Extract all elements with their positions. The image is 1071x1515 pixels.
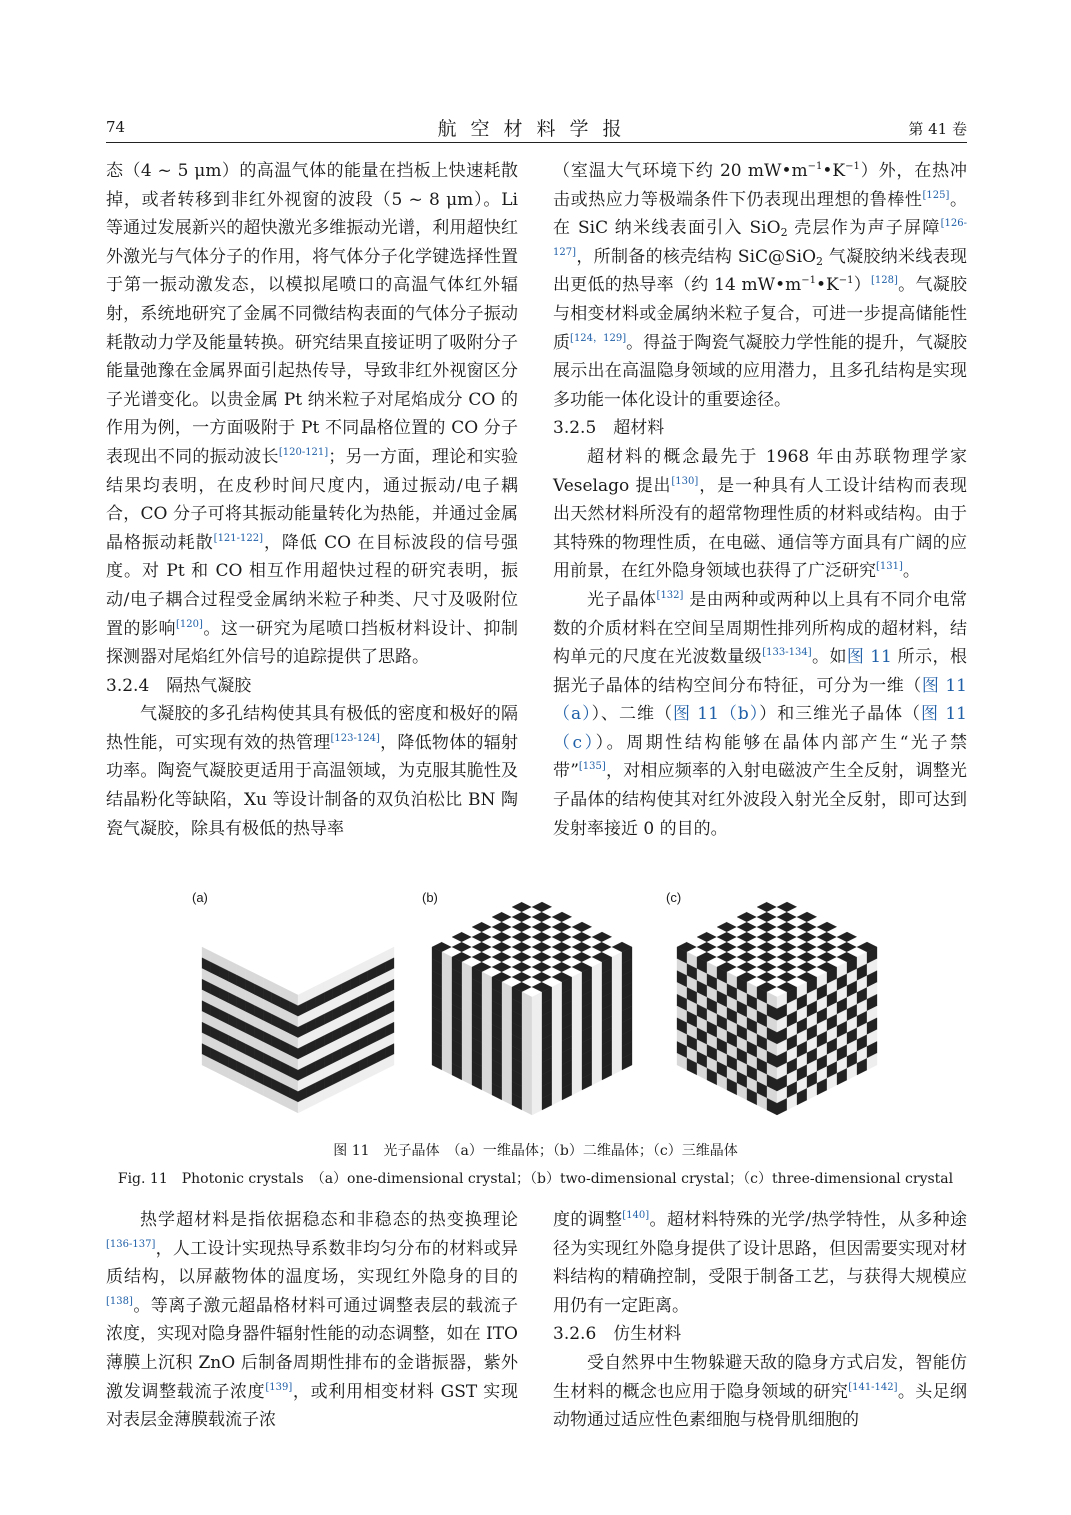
- text-run: 壳层作为声子屏障: [787, 218, 941, 239]
- text-run: 光子晶体: [587, 589, 657, 610]
- text-run: 热学超材料是指依据稳态和非稳态的热变换理论: [140, 1210, 518, 1230]
- column-bottom-left: [106, 1206, 518, 1435]
- column-bottom-right: [553, 1206, 967, 1435]
- column-top-left: [106, 157, 518, 843]
- figure-link[interactable]: 图 11: [846, 647, 892, 668]
- paragraph-photonic-crystal: [553, 586, 967, 843]
- paragraph-aerogel-cont: [553, 157, 967, 414]
- text-run: 。如: [811, 647, 847, 668]
- citation[interactable]: [124，129]: [570, 332, 627, 344]
- paragraph-metamaterial: [553, 443, 967, 586]
- paragraph-thermal-cont: [553, 1206, 967, 1320]
- figure-caption-cn: 图 11 光子晶体 （a）一维晶体；（b）二维晶体；（c）三维晶体: [333, 1143, 738, 1159]
- text-run: 。头足纲动物通过适应性色素细胞与桡骨肌细胞的: [553, 1381, 968, 1431]
- paragraph-thermal-metamaterial: [106, 1206, 518, 1435]
- text-run: 。在 SiC 纳米线表面引入 SiO: [553, 189, 968, 239]
- text-run: 所示，根据光子晶体的结构空间分布特征，可分为一维（: [553, 647, 967, 696]
- text-run: 态（4 ~ 5 μm）的高温气体的能量在挡板上快速耗散掉，或者转移到非红外视窗的波段（5 ~ 8 μm）。Li 等通过发展新兴的超快激光多维振动光谱，利用超快红外激光与气体分子的作用，将气体分子化学键选择性置于第一振动激发态，以模拟尾喷口的高温气体红外辐射，系统地研究了金属不同微结构表面的气体分子振动耗散动力学及能量转换。研究结果直接证明了吸附分子能量弛豫在金属界面引起热传导，导致非红外视窗区分子光谱变化。以贵金属 Pt 纳米粒子对尾焰成分 CO 的作用为例，一方面吸附于 Pt 不同晶格位置的 CO 分子表现出不同的振动波长: [106, 161, 518, 467]
- figure-link[interactable]: 图 11（b）: [672, 704, 760, 725]
- text-run: 气凝胶纳米线表现出更低的热导率（约 14 mW•m: [553, 246, 968, 296]
- text-run: ，或利用相变材料 GST 实现对表层金薄膜载流子浓: [106, 1381, 519, 1431]
- panel-label-b: (b): [422, 890, 438, 905]
- superscript: −1: [807, 161, 823, 172]
- text-run: 是由两种或两种以上具有不同介电常数的介质材料在空间呈周期性排列所构成的超材料，结构单元的尺度在光波数量级: [553, 589, 968, 668]
- citation[interactable]: [123-124]: [330, 732, 380, 744]
- text-run: ）和三维光子晶体（: [759, 704, 922, 725]
- text-run: •K: [822, 161, 846, 181]
- text-run: 。得益于陶瓷气凝胶力学性能的提升，气凝胶展示出在高温隐身领域的应用潜力，且多孔结构是实现多功能一体化设计的重要途径。: [553, 332, 968, 410]
- paragraph-cont: [106, 157, 518, 672]
- text-run: （室温大气环境下约 20 mW•m: [553, 161, 808, 181]
- section-heading-3-2-5: 3.2.5 超材料: [553, 418, 665, 439]
- text-run: ，降低 CO 在目标波段的信号强度。对 Pt 和 CO 相互作用超快过程的研究表明，振动/电子耦合过程受金属纳米粒子种类、尺寸及吸附位置的影响: [106, 532, 518, 639]
- citation[interactable]: [126-127]: [553, 218, 967, 258]
- cube-2d-crystal: [420, 885, 650, 1125]
- text-run: ，是一种具有人工设计结构而表现出天然材料所没有的超常物理性质的材料或结构。由于其特殊的物理性质，在电磁、通信等方面具有广阔的应用前景，在红外隐身领域也获得了广泛研究: [553, 475, 968, 582]
- paragraph-bionic: [553, 1349, 967, 1435]
- subscript: 2: [816, 254, 824, 268]
- superscript: −1: [801, 275, 816, 287]
- figure-link[interactable]: 图 11（c）: [553, 704, 968, 753]
- figure-caption-en: Fig. 11 Photonic crystals （a）one-dimensional crystal；（b）two-dimensional crystal；（c）three-dimensional crystal: [117, 1171, 954, 1187]
- text-run: •K: [815, 275, 839, 296]
- text-run: 。超材料特殊的光学/热学特性，从多种途径为实现红外隐身提供了设计思路，但因需要实现对材料结构的精确控制，受限于制备工艺，与获得大规模应用仍有一定距离。: [553, 1210, 968, 1316]
- section-heading-3-2-4: 3.2.4 隔热气凝胶: [106, 675, 252, 696]
- text-run: 。气凝胶与相变材料或金属纳米粒子复合，可进一步提高储能性质: [553, 275, 968, 353]
- text-run: ，所制备的核壳结构 SiC@SiO: [576, 246, 817, 267]
- subscript: 2: [780, 226, 788, 240]
- citation[interactable]: [120-121]: [278, 446, 329, 458]
- text-run: ）: [853, 275, 872, 296]
- superscript: −1: [838, 275, 854, 287]
- citation[interactable]: [130]: [671, 475, 699, 487]
- volume-label: 第 41 卷: [908, 120, 967, 138]
- citation[interactable]: [128]: [871, 275, 898, 287]
- journal-title: 航空材料学报: [437, 118, 636, 140]
- cube-1d-crystal: [192, 885, 412, 1125]
- text-run: 受自然界中生物躲避天敌的隐身方式启发，智能仿生材料的概念也应用于隐身领域的研究: [553, 1352, 967, 1402]
- paragraph-aerogel: [106, 700, 518, 843]
- text-run: 。等离子激元超晶格材料可通过调整表层的载流子浓度，实现对隐身器件辐射性能的动态调整，如在 ITO 薄膜上沉积 ZnO 后制备周期性排布的金谐振器，紫外激发调整载流子浓度: [106, 1295, 518, 1402]
- cube-3d-crystal: [665, 885, 895, 1125]
- text-run: ；另一方面，理论和实验结果均表明，在皮秒时间尺度内，通过振动/电子耦合，CO 分子可将其振动能量转化为热能，并通过金属晶格振动耗散: [106, 446, 519, 553]
- citation[interactable]: [133-134]: [762, 647, 812, 659]
- column-top-right: [553, 157, 967, 843]
- panel-label-a: (a): [192, 890, 208, 905]
- text-run: 超材料的概念最先于 1968 年由苏联物理学家 Veselago 提出: [553, 446, 967, 496]
- citation[interactable]: [125]: [922, 189, 950, 201]
- figure-link[interactable]: 图 11（a）: [553, 675, 967, 725]
- text-run: 气凝胶的多孔结构使其具有极低的密度和极好的隔热性能，可实现有效的热管理: [106, 704, 518, 753]
- text-run: 度的调整: [553, 1210, 623, 1230]
- citation[interactable]: [135]: [578, 761, 606, 773]
- text-run: ，人工设计实现热导系数非均匀分布的材料或异质结构，以屏蔽物体的温度场，实现红外隐身的目的: [106, 1238, 518, 1288]
- citation[interactable]: [120]: [176, 618, 203, 630]
- text-run: ，降低物体的辐射功率。陶瓷气凝胶更适用于高温领域，为克服其脆性及结晶粉化等缺陷，Xu 等设计制备的双负泊松比 BN 陶瓷气凝胶，除具有极低的热导率: [106, 732, 519, 839]
- superscript: −1: [845, 161, 860, 172]
- text-run: ）。周期性结构能够在晶体内部产生“光子禁带”: [553, 732, 967, 782]
- text-run: 。这一研究为尾喷口挡板材料设计、抑制探测器对尾焰红外信号的追踪提供了思路。: [106, 618, 519, 668]
- running-header: [106, 112, 967, 143]
- citation[interactable]: [139]: [265, 1381, 293, 1393]
- citation[interactable]: [121-122]: [213, 532, 264, 544]
- panel-label-c: (c): [666, 890, 682, 905]
- text-run: ）外，在热冲击或热应力等极端条件下仍表现出理想的鲁棒性: [553, 161, 968, 210]
- text-run: ）、二维（: [591, 704, 673, 725]
- page-number: 74: [106, 118, 126, 136]
- text-run: 。: [902, 561, 920, 582]
- citation[interactable]: [140]: [622, 1210, 650, 1221]
- section-heading-3-2-6: 3.2.6 仿生材料: [553, 1324, 682, 1345]
- figure-11: [180, 885, 900, 1125]
- citation[interactable]: [132]: [656, 589, 684, 601]
- citation[interactable]: [136-137]: [106, 1238, 156, 1250]
- text-run: ，对相应频率的入射电磁波产生全反射，调整光子晶体的结构使其对红外波段入射光全反射，即可达到发射率接近 0 的目的。: [553, 761, 968, 839]
- citation[interactable]: [138]: [106, 1295, 133, 1307]
- citation[interactable]: [131]: [876, 561, 903, 573]
- citation[interactable]: [141-142]: [848, 1381, 898, 1393]
